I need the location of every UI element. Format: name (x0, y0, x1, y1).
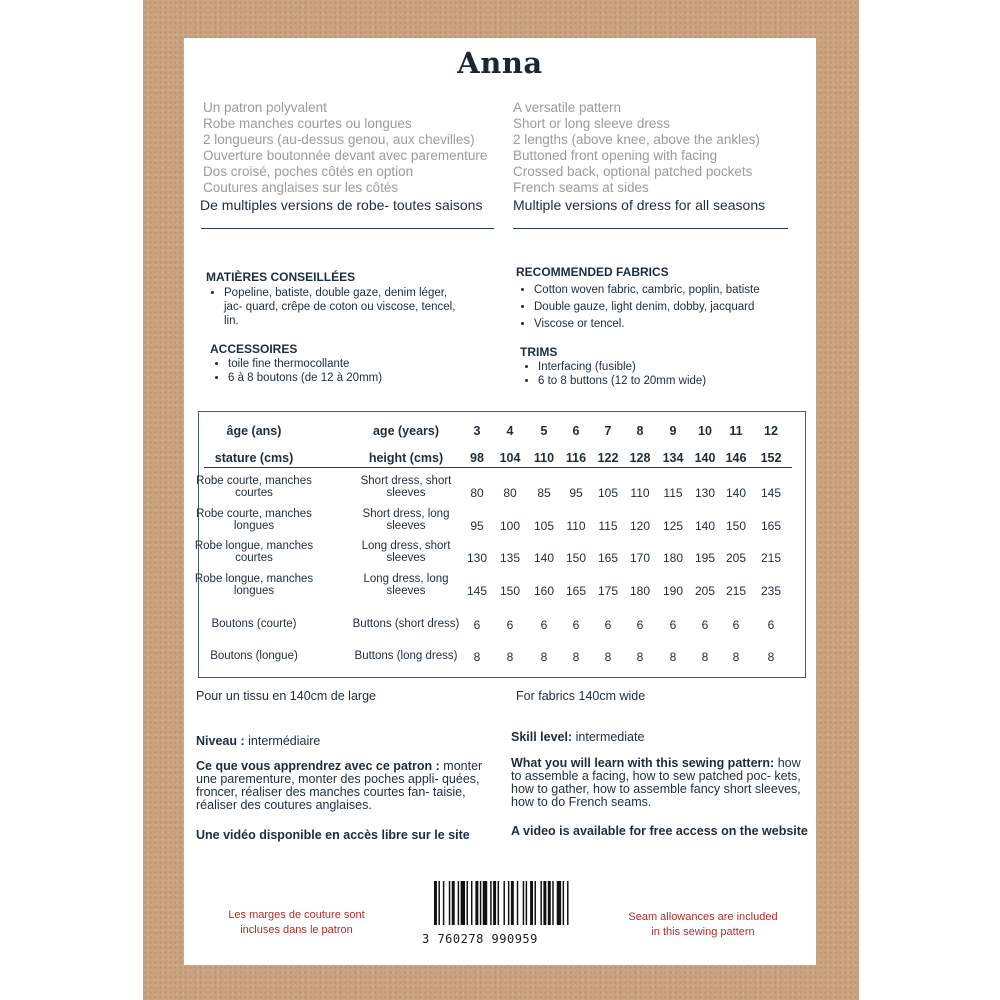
skill-level-fr-label: Niveau : (196, 734, 245, 748)
barcode-bar (452, 881, 455, 925)
row-value: 170 (629, 551, 651, 565)
row-value: 140 (533, 551, 555, 565)
video-note-fr: Une vidéo disponible en accès libre sur le site (196, 828, 470, 842)
learn-fr-label: Ce que vous apprendrez avec ce patron : (196, 759, 440, 773)
row-value: 160 (533, 584, 555, 598)
trims-fr-section (210, 342, 470, 385)
fabrics-fr-item: • Popeline, batiste, double gaze, denim léger, jac- quard, crêpe de coton ou viscose, tencel, lin. (224, 286, 466, 328)
barcode-bar (548, 881, 551, 925)
learn-en-text: how to assemble a facing, how to sew patched poc- kets, how to gather, how to assemble fancy short sleeves, how to do French seams. (511, 756, 801, 809)
video-note-en: A video is available for free access on the website (511, 824, 808, 838)
seam-allowance-en (608, 910, 798, 940)
row-value: 6 (767, 618, 775, 632)
header-age-value: 11 (729, 424, 743, 438)
header-age-value: 12 (764, 424, 778, 438)
header-age-value: 10 (698, 424, 712, 438)
row-value: 130 (694, 486, 716, 500)
barcode-bar (471, 881, 472, 925)
row-value: 85 (537, 486, 551, 500)
row-value: 6 (572, 618, 580, 632)
row-value: 6 (701, 618, 709, 632)
header-age-value: 4 (506, 424, 514, 438)
trims-en-section (520, 345, 780, 388)
row-value: 145 (760, 486, 782, 500)
seam-allowance-fr-line: Les marges de couture sont (228, 909, 365, 921)
row-value: 8 (604, 650, 612, 664)
row-label-fr: Robe longue, manches longues (194, 573, 314, 597)
barcode-bar (475, 881, 478, 925)
barcode-bar (508, 881, 509, 925)
trims-en-item: • 6 to 8 buttons (12 to 20mm wide) (538, 374, 780, 388)
barcode-bar (511, 881, 514, 925)
intro-fr-line: Robe manches courtes ou longues (203, 116, 412, 131)
barcode-bar (461, 881, 465, 925)
row-value: 140 (725, 486, 747, 500)
row-label-en: Short dress, short sleeves (360, 475, 452, 499)
barcode-bar (540, 881, 541, 925)
row-value: 120 (629, 519, 651, 533)
pattern-back-sheet (184, 38, 816, 965)
fabrics-fr-heading: MATIÈRES CONSEILLÉES (206, 270, 356, 284)
row-value: 130 (466, 551, 488, 565)
row-value: 80 (470, 486, 484, 500)
skill-level-en (511, 730, 644, 744)
row-label-en: Short dress, long sleeves (362, 508, 450, 532)
row-value: 6 (506, 618, 514, 632)
row-value: 8 (701, 650, 709, 664)
header-height-value: 104 (499, 451, 521, 465)
skill-level-en-value: intermediate (572, 730, 645, 744)
row-value: 6 (732, 618, 740, 632)
seam-allowance-en-line: in this sewing pattern (651, 926, 755, 938)
row-value: 6 (669, 618, 677, 632)
row-value: 6 (540, 618, 548, 632)
barcode-bar (498, 881, 499, 925)
row-value: 110 (630, 486, 650, 500)
barcode-bar (526, 881, 527, 925)
barcode-bar (563, 881, 564, 925)
row-value: 8 (506, 650, 514, 664)
pattern-title: Anna (457, 46, 543, 80)
trims-en-heading: TRIMS (520, 345, 558, 359)
row-value: 95 (569, 486, 583, 500)
row-label-fr: Robe courte, manches courtes (196, 475, 312, 499)
row-value: 8 (636, 650, 644, 664)
header-height-value: 146 (725, 451, 747, 465)
header-height-value: 134 (662, 451, 684, 465)
skill-level-fr-value: intermédiaire (244, 734, 321, 748)
header-height-value: 110 (533, 451, 555, 465)
row-value: 115 (663, 486, 683, 500)
row-value: 80 (503, 486, 517, 500)
learn-fr-text: monter une parementure, monter des poches appli- quées, froncer, réaliser des manches courtes fan- taisie, réaliser des coutures anglaises. (196, 759, 483, 812)
row-label-en: Long dress, long sleeves (363, 573, 449, 597)
header-height-value: 98 (470, 451, 484, 465)
header-age-value: 9 (669, 424, 677, 438)
intro-en-line: Buttoned front opening with facing (513, 148, 718, 163)
row-label-fr: Boutons (longue) (210, 650, 298, 662)
row-label-en: Buttons (long dress) (354, 650, 458, 662)
seam-allowance-fr (204, 908, 389, 938)
row-label-en: Long dress, short sleeves (361, 540, 451, 564)
barcode-bar (458, 881, 459, 925)
row-value: 180 (662, 551, 684, 565)
row-value: 140 (694, 519, 716, 533)
barcode-bar (552, 881, 553, 925)
intro-fr-line: Un patron polyvalent (203, 100, 327, 115)
row-value: 165 (565, 584, 587, 598)
header-age-fr: âge (ans) (226, 424, 282, 438)
fabric-width-fr: Pour un tissu en 140cm de large (196, 689, 376, 703)
header-height-value: 140 (694, 451, 716, 465)
row-value: 175 (597, 584, 619, 598)
row-label-en: Buttons (short dress) (352, 618, 460, 630)
barcode-bar (503, 881, 504, 925)
learn-en (511, 757, 803, 809)
header-age-en: age (years) (372, 424, 439, 438)
row-value: 8 (473, 650, 481, 664)
fabrics-en-item: • Cotton woven fabric, cambric, poplin, batiste (534, 282, 796, 299)
barcode-bar (523, 881, 524, 925)
intro-fr-line: 2 longueurs (au-dessus genou, aux chevilles) (203, 132, 475, 147)
row-value: 150 (725, 519, 747, 533)
row-label-fr: Robe longue, manches courtes (194, 540, 314, 564)
trims-en-item: • Interfacing (fusible) (538, 360, 780, 374)
barcode-bar (438, 881, 439, 925)
barcode-bar (449, 881, 450, 925)
trims-fr-heading: ACCESSOIRES (210, 342, 298, 356)
header-age-value: 6 (572, 424, 580, 438)
row-value: 215 (725, 584, 747, 598)
barcode-digits: 3 760278 990959 (422, 932, 538, 946)
row-value: 205 (694, 584, 716, 598)
header-height-value: 152 (760, 451, 782, 465)
intro-en (513, 100, 803, 213)
trims-fr-item: • toile fine thermocollante (228, 357, 470, 371)
row-value: 8 (669, 650, 677, 664)
intro-fr-line: Dos croisé, poches côtés en option (203, 164, 414, 179)
header-height-value: 116 (565, 451, 587, 465)
row-value: 235 (760, 584, 782, 598)
intro-fr-summary: De multiples versions de robe- toutes saisons (200, 197, 483, 213)
barcode-bar (567, 881, 568, 925)
header-height-fr: stature (cms) (214, 451, 294, 465)
intro-en-summary: Multiple versions of dress for all seasons (513, 197, 766, 213)
divider-fr (201, 228, 494, 229)
fabrics-en-section (516, 265, 796, 333)
barcode-bar (443, 881, 444, 925)
row-value: 165 (597, 551, 619, 565)
row-value: 150 (499, 584, 521, 598)
row-value: 6 (473, 618, 481, 632)
row-value: 110 (566, 519, 586, 533)
intro-fr (200, 100, 503, 213)
header-height-value: 128 (629, 451, 651, 465)
barcode-bar (535, 881, 536, 925)
intro-en-line: Short or long sleeve dress (513, 116, 670, 131)
row-value: 6 (636, 618, 644, 632)
row-value: 6 (604, 618, 612, 632)
divider-en (513, 228, 788, 229)
seam-allowance-en-line: Seam allowances are included (628, 911, 778, 923)
row-value: 105 (533, 519, 555, 533)
row-value: 8 (767, 650, 775, 664)
learn-en-label: What you will learn with this sewing pattern: (511, 756, 775, 770)
fabrics-en-heading: RECOMMENDED FABRICS (516, 265, 669, 279)
intro-en-line: A versatile pattern (513, 100, 622, 115)
barcode-bar (483, 881, 487, 925)
barcode-bar (480, 881, 481, 925)
row-value: 180 (629, 584, 651, 598)
header-age-value: 8 (636, 424, 644, 438)
row-value: 100 (499, 519, 521, 533)
fabrics-en-item: • Viscose or tencel. (534, 316, 796, 333)
row-value: 215 (760, 551, 782, 565)
row-value: 195 (694, 551, 716, 565)
learn-fr (196, 760, 494, 812)
barcode-bar (490, 881, 491, 925)
fabrics-en-item: • Double gauze, light denim, dobby, jacquard (534, 299, 796, 316)
row-value: 205 (725, 551, 747, 565)
row-value: 135 (499, 551, 521, 565)
row-value: 165 (760, 519, 782, 533)
size-table-header-rule (204, 467, 792, 468)
header-height-en: height (cms) (368, 451, 444, 465)
fabric-width-en: For fabrics 140cm wide (516, 689, 646, 703)
header-age-value: 3 (473, 424, 481, 438)
row-value: 190 (662, 584, 684, 598)
seam-allowance-fr-line: incluses dans le patron (240, 924, 353, 936)
row-value: 8 (732, 650, 740, 664)
row-value: 115 (598, 519, 618, 533)
barcode-graphic (434, 881, 570, 925)
trims-fr-item: • 6 à 8 boutons (de 12 à 20mm) (228, 371, 470, 385)
intro-en-line: French seams at sides (513, 180, 649, 195)
skill-level-en-label: Skill level: (511, 730, 573, 744)
row-value: 125 (662, 519, 684, 533)
row-value: 105 (597, 486, 619, 500)
intro-fr-line: Coutures anglaises sur les côtés (203, 180, 399, 195)
row-value: 145 (466, 584, 488, 598)
barcode-bar (517, 881, 518, 925)
barcode-bar (557, 881, 561, 925)
skill-level-fr (196, 734, 320, 748)
intro-en-line: 2 lengths (above knee, above the ankles) (513, 132, 760, 147)
row-value: 95 (470, 519, 484, 533)
header-height-value: 122 (597, 451, 619, 465)
barcode-bar (467, 881, 468, 925)
row-value: 8 (540, 650, 548, 664)
header-age-value: 7 (604, 424, 612, 438)
row-value: 8 (572, 650, 580, 664)
intro-fr-line: Ouverture boutonnée devant avec parementure (203, 148, 488, 163)
row-label-fr: Boutons (courte) (211, 618, 297, 630)
fabrics-fr-section (206, 270, 466, 328)
row-label-fr: Robe courte, manches longues (196, 508, 312, 532)
barcode-bar (530, 881, 533, 925)
barcode-bar (493, 881, 496, 925)
barcode-bar (543, 881, 546, 925)
intro-en-line: Crossed back, optional patched pockets (513, 164, 753, 179)
row-value: 150 (565, 551, 587, 565)
barcode-bar (434, 881, 437, 925)
header-age-value: 5 (540, 424, 548, 438)
